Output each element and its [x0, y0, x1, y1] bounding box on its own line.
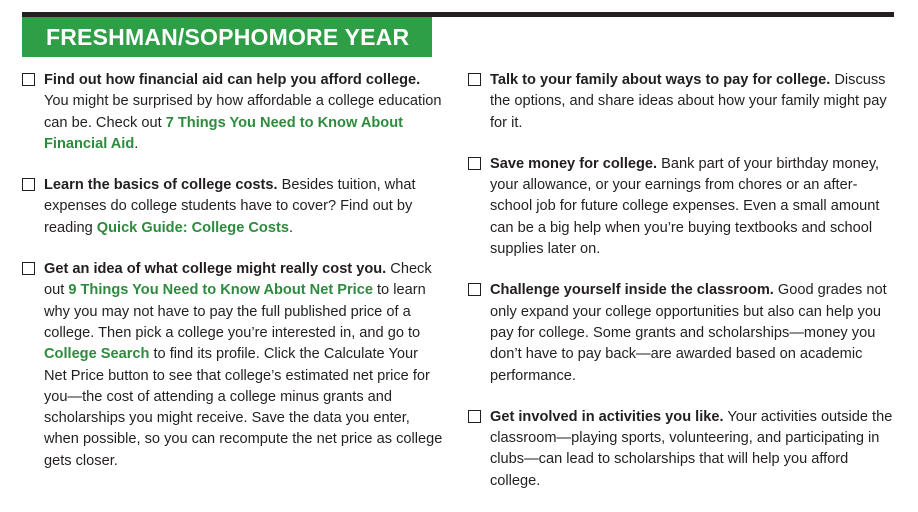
link-7-things-financial-aid[interactable]: 7 Things You Need to Know About Financial Aid: [44, 114, 403, 152]
item-heading: Get an idea of what college might really cost you.: [44, 261, 387, 278]
left-column: [22, 70, 444, 492]
checklist-item-activities: [468, 407, 898, 492]
checkbox-talk-family[interactable]: [468, 73, 481, 86]
item-heading: Get involved in activities you like.: [490, 408, 724, 425]
checkbox-net-price[interactable]: [22, 262, 35, 275]
item-text: Besides tuition, what expenses do college students have to cover? Find out by reading: [44, 177, 416, 236]
item-text: Bank part of your birthday money, your allowance, or your earnings from chores or an after-school job for future college expenses. Even a small amount can be a big help when you’re buying textbooks and school supplies later on.: [490, 155, 880, 258]
checklist-item-challenge-classroom: [468, 280, 898, 386]
checklist-item-save-money: [468, 154, 898, 260]
checkbox-challenge-classroom[interactable]: [468, 283, 481, 296]
item-text: to find its profile. Click the Calculate Your Net Price button to see that college’s estimated net price for you—the cost of attending a college minus grants and scholarships you might receive. Save the data you enter, when possible, so you can recompute the net price as college gets closer.: [44, 346, 443, 469]
item-text: Discuss the options, and share ideas about how your family might pay for it.: [490, 72, 887, 131]
item-heading: Talk to your family about ways to pay for college.: [490, 72, 831, 88]
item-text: Your activities outside the classroom—playing sports, volunteering, and participating in clubs—can lead to scholarships that will help you afford college.: [490, 408, 893, 489]
checkbox-activities[interactable]: [468, 410, 481, 423]
item-heading: Challenge yourself inside the classroom.: [490, 282, 774, 299]
checkbox-financial-aid[interactable]: [22, 73, 35, 86]
item-text: Good grades not only expand your college opportunities but also can help you pay for college. Some grants and scholarships—money you don’t have to pay back—are awarded based on academic performance.: [490, 282, 887, 384]
link-9-things-net-price[interactable]: 9 Things You Need to Know About Net Price: [68, 282, 373, 299]
link-quick-guide-college-costs[interactable]: Quick Guide: College Costs: [96, 219, 289, 236]
item-text: to learn why you may not have to pay the full published price of a college. Then pick a college you’re interested in, and go to: [44, 282, 426, 341]
link-college-search[interactable]: College Search: [44, 346, 150, 363]
checkbox-save-money[interactable]: [468, 157, 481, 170]
item-heading: Find out how financial aid can help you afford college.: [44, 72, 421, 88]
item-text: You might be surprised by how affordable a college education can be. Check out: [44, 93, 442, 131]
checklist-item-net-price: [22, 259, 444, 472]
checklist-item-financial-aid: [22, 70, 444, 155]
item-text: Check out: [44, 261, 432, 299]
item-heading: Save money for college.: [490, 155, 658, 172]
checkbox-college-costs[interactable]: [22, 178, 35, 191]
item-heading: Learn the basics of college costs.: [44, 177, 278, 194]
right-column: [468, 70, 898, 512]
item-text: .: [288, 219, 293, 236]
checklist-item-college-costs: [22, 175, 444, 239]
item-text: .: [134, 135, 139, 152]
section-header: FRESHMAN/SOPHOMORE YEAR: [22, 17, 432, 57]
checklist-item-talk-family: [468, 70, 898, 134]
